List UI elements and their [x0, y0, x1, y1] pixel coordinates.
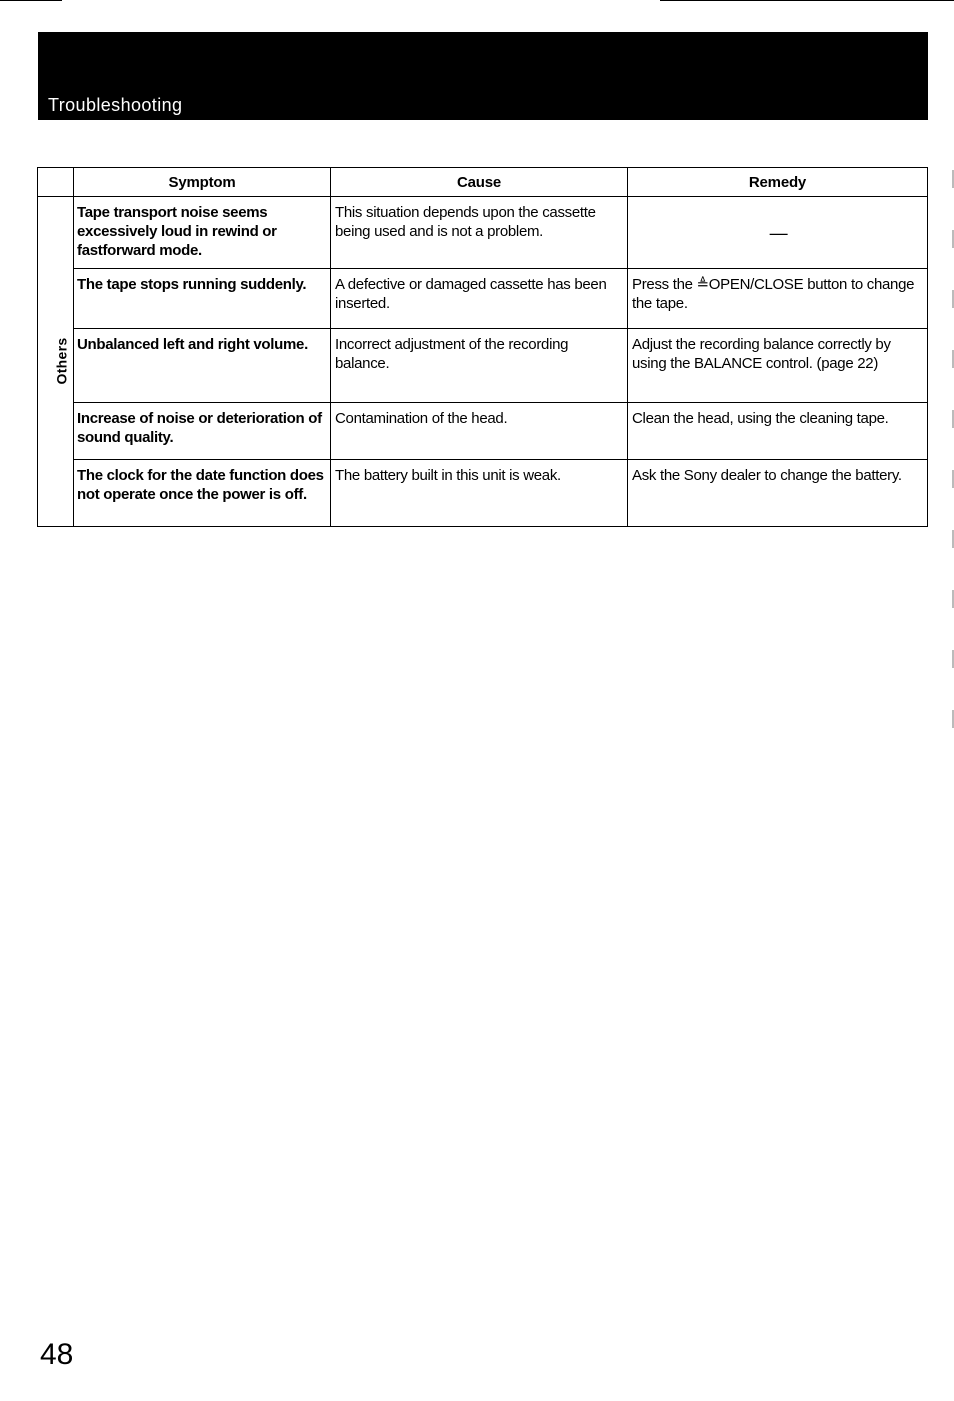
- table-header-row: [38, 168, 928, 197]
- column-header-symptom: Symptom: [74, 168, 331, 197]
- column-header-cause: Cause: [331, 168, 628, 197]
- troubleshooting-table: [37, 167, 928, 527]
- category-cell: [38, 197, 74, 527]
- remedy-cell: Clean the head, using the cleaning tape.: [628, 403, 928, 460]
- cause-cell: Incorrect adjustment of the recording balance.: [331, 329, 628, 403]
- top-rule-left: [0, 0, 62, 1]
- table-row: [38, 269, 928, 329]
- symptom-cell: Unbalanced left and right volume.: [74, 329, 331, 403]
- symptom-cell: The tape stops running suddenly.: [74, 269, 331, 329]
- remedy-cell: Ask the Sony dealer to change the battery.: [628, 460, 928, 527]
- table-row: [38, 329, 928, 403]
- page-number: 48: [40, 1338, 74, 1371]
- remedy-cell: Adjust the recording balance correctly by using the BALANCE control. (page 22): [628, 329, 928, 403]
- cause-cell: A defective or damaged cassette has been inserted.: [331, 269, 628, 329]
- section-header-bar: [38, 32, 928, 120]
- column-header-remedy: Remedy: [628, 168, 928, 197]
- table-row: [38, 197, 928, 269]
- symptom-cell: Increase of noise or deterioration of sound quality.: [74, 403, 331, 460]
- symptom-cell: The clock for the date function does not operate once the power is off.: [74, 460, 331, 527]
- cause-cell: The battery built in this unit is weak.: [331, 460, 628, 527]
- table-row: [38, 403, 928, 460]
- cause-cell: Contamination of the head.: [331, 403, 628, 460]
- section-title: Troubleshooting: [48, 95, 183, 115]
- symptom-cell: Tape transport noise seems excessively loud in rewind or fastforward mode.: [74, 197, 331, 269]
- remedy-cell: Press the ≜OPEN/CLOSE button to change the tape.: [628, 269, 928, 329]
- top-rule-right: [660, 0, 954, 1]
- category-label: Others: [53, 337, 70, 384]
- remedy-cell: —: [628, 197, 928, 269]
- table-corner-cell: [38, 168, 74, 197]
- table-row: [38, 460, 928, 527]
- cause-cell: This situation depends upon the cassette being used and is not a problem.: [331, 197, 628, 269]
